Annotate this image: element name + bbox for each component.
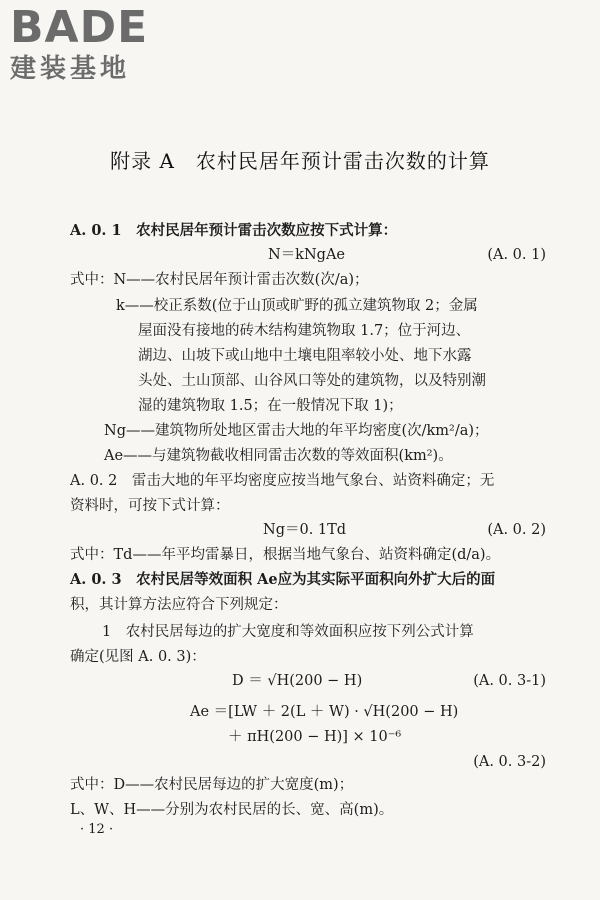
- clause-a02-line2: 资料时，可按下式计算：: [70, 498, 230, 514]
- logo-chinese-name: 建装基地: [10, 54, 131, 84]
- where-k-line5: 湿的建筑物取 1.5；在一般情况下取 1)；: [138, 398, 403, 414]
- where-td: 式中：Td——年平均雷暴日，根据当地气象台、站资料确定(d/a)。: [70, 547, 501, 563]
- formula-a01: N＝kNgAe: [268, 247, 345, 263]
- item1-line2: 确定(见图 A. 0. 3)：: [70, 649, 206, 665]
- where-k-line1: k——校正系数(位于山顶或旷野的孤立建筑物取 2；金属: [116, 298, 478, 314]
- where-k-line4: 头处、土山顶部、山谷风口等处的建筑物，以及特别潮: [138, 373, 486, 389]
- formula-a031: D ＝ √H(200 − H): [232, 673, 363, 689]
- clause-a01: A. 0. 1 农村民居年预计雷击次数应按下式计算：: [70, 222, 398, 239]
- formula-number-a032: (A. 0. 3-2): [473, 754, 546, 770]
- formula-a02: Ng＝0. 1Td: [263, 522, 347, 538]
- where-k-line3: 湖边、山坡下或山地中土壤电阻率较小处、地下水露: [138, 348, 472, 364]
- clause-a03-line1: A. 0. 3 农村民居等效面积 Ae应为其实际平面积向外扩大后的面: [70, 571, 496, 588]
- formula-a032-line2: ＋ πH(200 − H)] × 10⁻⁶: [228, 729, 402, 745]
- item1-line1: 1 农村民居每边的扩大宽度和等效面积应按下列公式计算: [102, 624, 474, 640]
- clause-a03-line2: 积，其计算方法应符合下列规定：: [70, 597, 288, 613]
- formula-number-a01: (A. 0. 1): [487, 247, 546, 263]
- formula-number-a031: (A. 0. 3-1): [473, 673, 546, 689]
- appendix-title: 附录 A 农村民居年预计雷击次数的计算: [110, 149, 490, 173]
- logo-wordmark: BADE: [10, 2, 149, 53]
- where-n: 式中：N——农村民居年预计雷击次数(次/a)；: [70, 272, 369, 288]
- formula-a032-line1: Ae ＝[LW ＋ 2(L ＋ W) · √H(200 − H): [190, 704, 459, 720]
- page-number: · 12 ·: [80, 822, 114, 837]
- where-lwh: L、W、H——分别为农村民居的长、宽、高(m)。: [70, 802, 394, 818]
- where-ng: Ng——建筑物所处地区雷击大地的年平均密度(次/km²/a)；: [104, 423, 489, 439]
- bade-logo: [10, 2, 149, 84]
- where-d: 式中：D——农村民居每边的扩大宽度(m)；: [70, 777, 354, 793]
- formula-number-a02: (A. 0. 2): [487, 522, 546, 538]
- where-ae: Ae——与建筑物截收相同雷击次数的等效面积(km²)。: [104, 448, 453, 464]
- where-k-line2: 屋面没有接地的砖木结构建筑物取 1.7；位于河边、: [138, 323, 471, 339]
- clause-a02-line1: A. 0. 2 雷击大地的年平均密度应按当地气象台、站资料确定；无: [70, 473, 495, 489]
